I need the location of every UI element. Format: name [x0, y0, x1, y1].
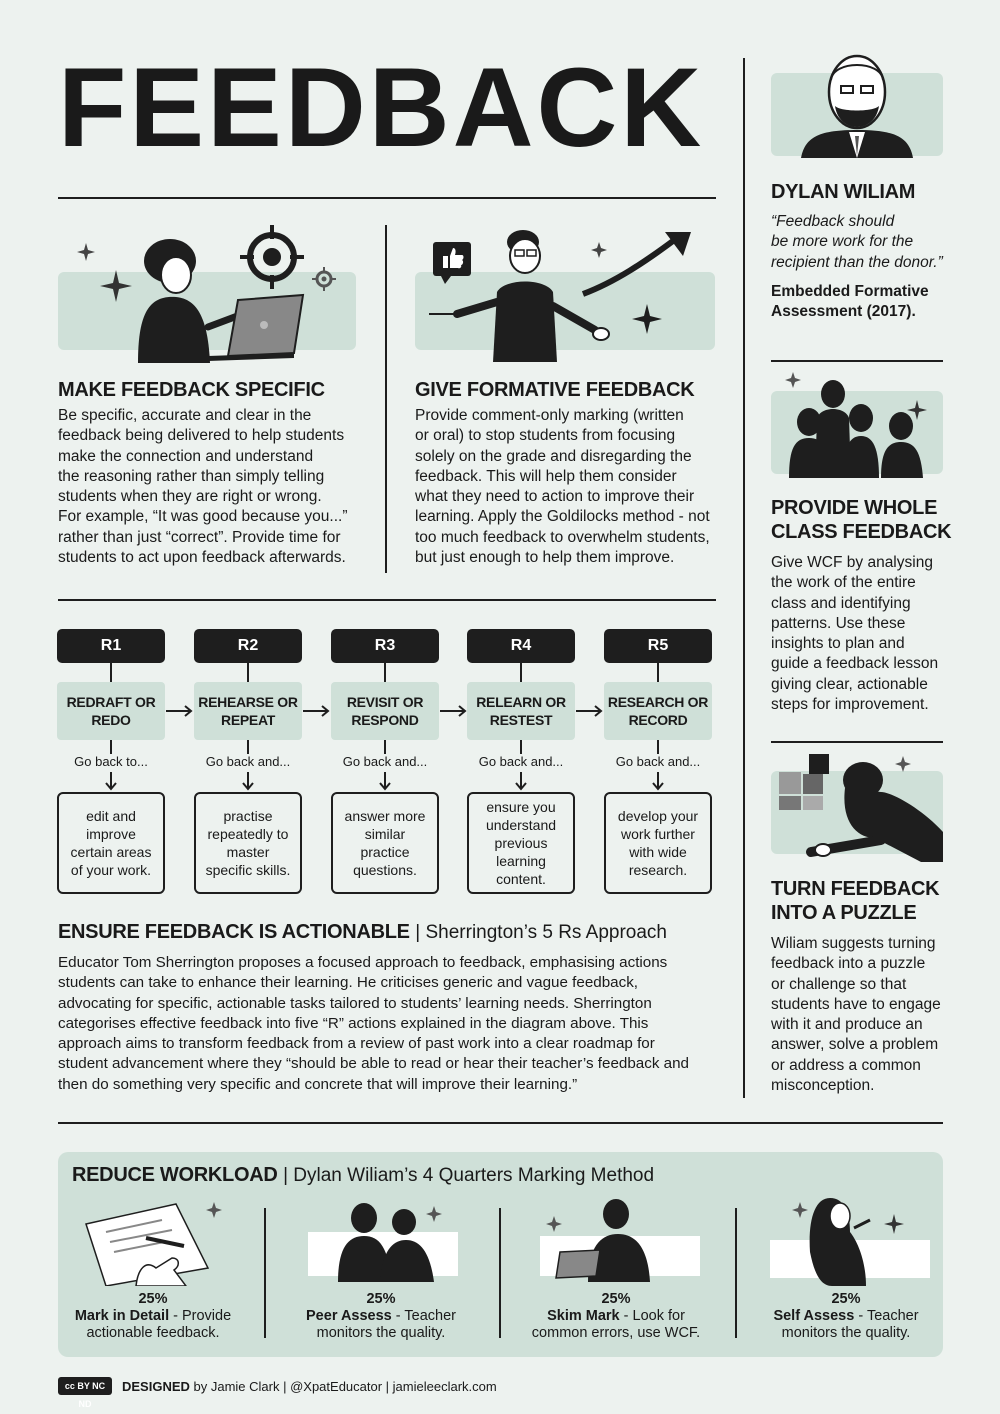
r-action-name: REHEARSE OR REPEAT [194, 682, 302, 740]
sparkle-icon [895, 756, 911, 772]
quarter-mark-detail [53, 1291, 253, 1342]
quarter-line: actionable feedback. [86, 1325, 220, 1341]
peer-assess-illustration [308, 1196, 458, 1286]
class-group-illustration [771, 368, 943, 478]
arrow-down-icon [516, 772, 526, 789]
r-prompt: Go back and... [478, 754, 564, 769]
r-code-badge: R2 [194, 629, 302, 663]
text-line: “Feedback should [771, 213, 895, 230]
text-line: answer, solve a problem [771, 1036, 939, 1054]
r-action-name: REDRAFT OR REDO [57, 682, 165, 740]
text-line: solely on the grade and disregarding the [415, 447, 692, 465]
sparkle-icon [792, 1202, 808, 1218]
quarter-skim-mark [516, 1291, 716, 1342]
designer-info: by Jamie Clark | @XpatEducator | jamieleeclark.com [189, 1379, 497, 1394]
sidebar-divider-1 [771, 360, 943, 362]
quarter-line: Self Assess - Teacher [773, 1308, 919, 1324]
wcf-heading: PROVIDE WHOLE CLASS FEEDBACK [771, 497, 952, 543]
r-prompt: Go back to... [74, 754, 148, 769]
diagram-arrows [0, 0, 720, 800]
dylan-wiliam-portrait [771, 50, 943, 158]
r-code-badge: R1 [57, 629, 165, 663]
text-line: patterns. Use these [771, 614, 906, 632]
arrow-down-icon [106, 772, 116, 789]
text-line: student advancement where they “should be able to read or hear their teacher’s feedback and [58, 1055, 689, 1073]
text-line: Embedded Formative [771, 283, 929, 300]
sparkle-icon [785, 372, 801, 388]
sidebar-divider [743, 58, 745, 1098]
text-line: or address a common [771, 1056, 921, 1074]
quarter-percent: 25% [138, 1291, 168, 1307]
text-line: guide a feedback lesson [771, 655, 939, 673]
quarter-divider [735, 1208, 737, 1338]
text-line: feedback into a puzzle [771, 955, 926, 973]
text-line: feedback. This will help them consider [415, 467, 677, 485]
puzzle-icon [779, 754, 829, 810]
text-line: students can take to enhance their learning. He criticises generic and vague feedback, [58, 974, 639, 992]
arrow-down-icon [243, 772, 253, 789]
r-prompt: Go back and... [205, 754, 291, 769]
arrow-down-icon [653, 772, 663, 789]
arrow-right-icon [440, 706, 465, 716]
r-action-box: develop your work further with wide research. [604, 792, 712, 894]
actionable-heading-row [58, 920, 667, 945]
student-figure [811, 762, 943, 862]
quarter-peer-assess [281, 1291, 481, 1342]
quarter-percent: 25% [831, 1291, 861, 1307]
actionable-heading: ENSURE FEEDBACK IS ACTIONABLE [58, 921, 410, 943]
r-action-name: RESEARCH OR RECORD [604, 682, 712, 740]
specific-heading: MAKE FEEDBACK SPECIFIC [58, 379, 325, 401]
quarter-percent: 25% [601, 1291, 631, 1307]
creative-commons-badge: cc BY NC ND [58, 1377, 112, 1395]
text-line: approach aims to transform feedback from a review of past work into a clear roadmap for [58, 1035, 655, 1053]
quarter-line: monitors the quality. [781, 1325, 911, 1341]
text-line: steps for improvement. [771, 696, 929, 714]
text-line: students when they are right or wrong. [58, 488, 322, 506]
text-line: what they need to action to improve their [415, 488, 695, 506]
text-line: Give WCF by analysing [771, 554, 933, 571]
r-prompt: Go back and... [615, 754, 701, 769]
puzzle-student-illustration [771, 752, 943, 862]
text-line: rather than just “correct”. Provide time for [58, 528, 341, 546]
text-line: or oral) to stop students from focusing [415, 427, 676, 445]
wcf-body [771, 553, 938, 715]
text-line: the work of the entire [771, 574, 916, 592]
text-line: giving clear, actionable [771, 675, 928, 693]
workload-subheading: | Dylan Wiliam’s 4 Quarters Marking Method [283, 1165, 655, 1186]
footer-credit [122, 1379, 497, 1394]
text-line: Educator Tom Sherrington proposes a focused approach to feedback, emphasising actions [58, 954, 668, 971]
sparkle-icon [426, 1206, 442, 1222]
dylan-wiliam-name: DYLAN WILIAM [771, 181, 916, 203]
arrow-right-icon [576, 706, 601, 716]
designed-label: DESIGNED [122, 1379, 190, 1394]
workload-heading-row [72, 1163, 654, 1188]
r-action-name: REVISIT OR RESPOND [331, 682, 439, 740]
puzzle-heading: TURN FEEDBACK INTO A PUZZLE [771, 878, 940, 924]
arrow-right-icon [166, 706, 191, 716]
text-line: misconception. [771, 1077, 875, 1095]
text-line: then do something very specific and concrete that will improve their learning.” [58, 1075, 578, 1093]
text-line: recipient than the donor.” [771, 253, 943, 271]
formative-heading: GIVE FORMATIVE FEEDBACK [415, 379, 695, 401]
r-prompt: Go back and... [342, 754, 428, 769]
page-title: FEEDBACK [58, 45, 705, 170]
text-line: students to act upon feedback afterwards. [58, 549, 346, 567]
wiliam-quote [771, 212, 943, 273]
r-action-box: edit and improve certain areas of your work. [57, 792, 165, 894]
skim-mark-illustration [540, 1196, 700, 1286]
text-line: make the connection and understand [58, 447, 314, 465]
laptop-icon [556, 1250, 600, 1278]
text-line: insights to plan and [771, 635, 905, 653]
text-line: class and identifying [771, 594, 911, 612]
text-line: but just enough to help them improve. [415, 549, 675, 567]
r-action-box: practise repeatedly to master specific skills. [194, 792, 302, 894]
quarter-line: Skim Mark - Look for [547, 1308, 685, 1324]
sparkle-icon [884, 1214, 904, 1234]
quarter-line: common errors, use WCF. [531, 1325, 701, 1341]
r-code-badge: R3 [331, 629, 439, 663]
text-line: Wiliam suggests turning [771, 935, 936, 952]
pen-icon [854, 1220, 870, 1228]
text-line: or challenge so that [771, 975, 907, 993]
text-line: with it and produce an [771, 1016, 923, 1034]
text-line: feedback being delivered to help students [58, 427, 345, 445]
sparkle-icon [206, 1202, 222, 1218]
r-code-badge: R4 [467, 629, 575, 663]
text-line: Be specific, accurate and clear in the [58, 407, 312, 424]
students-figures [789, 380, 923, 478]
text-line: the reasoning rather than simply telling [58, 467, 325, 485]
r-action-box: answer more similar practice questions. [331, 792, 439, 894]
text-line: Provide comment-only marking (written [415, 407, 684, 424]
sidebar-divider-2 [771, 741, 943, 743]
quarter-percent: 25% [366, 1291, 396, 1307]
self-assess-illustration [770, 1192, 930, 1286]
quarter-line: Mark in Detail - Provide [74, 1308, 232, 1324]
bottom-divider [58, 1122, 943, 1124]
marking-paper-illustration [76, 1198, 236, 1286]
text-line: learning. Apply the Goldilocks method - not [415, 508, 710, 526]
actionable-body [58, 953, 689, 1095]
actionable-subheading: | Sherrington’s 5 Rs Approach [415, 922, 667, 943]
quarter-line: monitors the quality. [316, 1325, 446, 1341]
text-line: categorises effective feedback into five “R” actions explained in the diagram above. This [58, 1014, 649, 1032]
text-line: For example, “It was good because you...” [58, 508, 348, 526]
r-action-box: ensure you understand previous learning content. [467, 792, 575, 894]
quarter-divider [499, 1208, 501, 1338]
text-line: students have to engage [771, 995, 941, 1013]
text-line: advocating for specific, actionable tasks tailored to students’ learning needs. Sherrington [58, 994, 652, 1012]
text-line: be more work for the [771, 233, 914, 251]
text-line: too much feedback to overwhelm students, [415, 528, 710, 546]
text-line: Assessment (2017). [771, 303, 916, 321]
quarter-self-assess [746, 1291, 946, 1342]
quarter-line: Peer Assess - Teacher [306, 1308, 456, 1324]
arrow-right-icon [303, 706, 328, 716]
puzzle-body [771, 934, 941, 1096]
arrow-down-icon [380, 772, 390, 789]
sparkle-icon [546, 1216, 562, 1232]
workload-heading: REDUCE WORKLOAD [72, 1164, 278, 1186]
r-code-badge: R5 [604, 629, 712, 663]
wiliam-source [771, 282, 929, 323]
quarter-divider [264, 1208, 266, 1338]
r-action-name: RELEARN OR RESTEST [467, 682, 575, 740]
